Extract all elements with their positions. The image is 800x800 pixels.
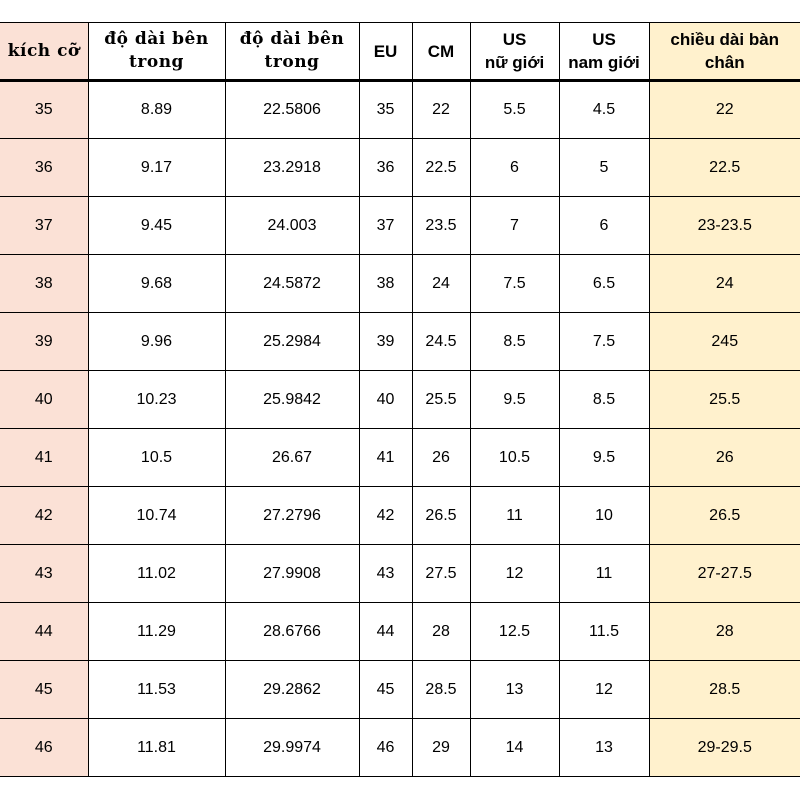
cell-foot-length: 29-29.5: [649, 719, 800, 777]
cell-size: 45: [0, 661, 88, 719]
cell-eu: 38: [359, 255, 412, 313]
cell-inner-length-cm: 25.9842: [225, 371, 359, 429]
cell-cm: 22.5: [412, 139, 470, 197]
table-row: [0, 81, 800, 139]
cell-cm: 26: [412, 429, 470, 487]
cell-us-men: 10: [559, 487, 649, 545]
table-row: [0, 255, 800, 313]
cell-eu: 42: [359, 487, 412, 545]
header-us-men-line1: US: [592, 30, 616, 49]
cell-foot-length: 245: [649, 313, 800, 371]
cell-size: 39: [0, 313, 88, 371]
cell-inner-length-inch: 8.89: [88, 81, 225, 139]
header-inner-length-2-line1: độ dài bên: [239, 29, 345, 49]
table-row: [0, 313, 800, 371]
cell-eu: 45: [359, 661, 412, 719]
cell-us-women: 13: [470, 661, 559, 719]
cell-us-men: 6: [559, 197, 649, 255]
cell-size: 36: [0, 139, 88, 197]
header-row: [0, 23, 800, 81]
cell-cm: 23.5: [412, 197, 470, 255]
cell-us-women: 9.5: [470, 371, 559, 429]
cell-cm: 28: [412, 603, 470, 661]
cell-inner-length-inch: 10.5: [88, 429, 225, 487]
cell-inner-length-inch: 9.17: [88, 139, 225, 197]
header-us-women-line1: US: [502, 30, 527, 49]
cell-inner-length-inch: 9.68: [88, 255, 225, 313]
cell-cm: 25.5: [412, 371, 470, 429]
cell-inner-length-inch: 11.29: [88, 603, 225, 661]
cell-size: 46: [0, 719, 88, 777]
cell-size: 35: [0, 81, 88, 139]
cell-foot-length: 27-27.5: [649, 545, 800, 603]
header-us-women: [470, 23, 559, 81]
header-us-men: [559, 23, 649, 81]
table-row: [0, 487, 800, 545]
cell-inner-length-cm: 29.2862: [225, 661, 359, 719]
cell-size: 37: [0, 197, 88, 255]
cell-us-women: 12.5: [470, 603, 559, 661]
cell-inner-length-cm: 22.5806: [225, 81, 359, 139]
shoe-size-table: [0, 22, 800, 777]
header-foot-length-line1: chiều dài bàn: [670, 30, 780, 49]
cell-inner-length-cm: 24.5872: [225, 255, 359, 313]
cell-foot-length: 22.5: [649, 139, 800, 197]
cell-inner-length-cm: 24.003: [225, 197, 359, 255]
cell-inner-length-cm: 26.67: [225, 429, 359, 487]
header-foot-length-line2: chân: [704, 53, 745, 72]
cell-foot-length: 25.5: [649, 371, 800, 429]
cell-inner-length-cm: 28.6766: [225, 603, 359, 661]
cell-inner-length-cm: 27.9908: [225, 545, 359, 603]
table-row: [0, 661, 800, 719]
cell-eu: 43: [359, 545, 412, 603]
cell-size: 44: [0, 603, 88, 661]
table-row: [0, 139, 800, 197]
cell-cm: 22: [412, 81, 470, 139]
table-row: [0, 603, 800, 661]
cell-inner-length-inch: 11.81: [88, 719, 225, 777]
cell-foot-length: 28.5: [649, 661, 800, 719]
cell-eu: 39: [359, 313, 412, 371]
cell-inner-length-cm: 23.2918: [225, 139, 359, 197]
cell-foot-length: 22: [649, 81, 800, 139]
cell-inner-length-cm: 27.2796: [225, 487, 359, 545]
cell-size: 43: [0, 545, 88, 603]
cell-inner-length-inch: 11.53: [88, 661, 225, 719]
cell-cm: 24: [412, 255, 470, 313]
cell-us-women: 7: [470, 197, 559, 255]
cell-eu: 41: [359, 429, 412, 487]
cell-cm: 28.5: [412, 661, 470, 719]
cell-cm: 29: [412, 719, 470, 777]
cell-inner-length-inch: 9.45: [88, 197, 225, 255]
cell-eu: 37: [359, 197, 412, 255]
cell-eu: 40: [359, 371, 412, 429]
cell-inner-length-cm: 25.2984: [225, 313, 359, 371]
cell-foot-length: 26: [649, 429, 800, 487]
cell-eu: 46: [359, 719, 412, 777]
header-cm: CM: [412, 23, 470, 81]
cell-size: 40: [0, 371, 88, 429]
cell-inner-length-inch: 10.74: [88, 487, 225, 545]
header-inner-length-1: [88, 23, 225, 81]
cell-size: 38: [0, 255, 88, 313]
cell-us-women: 12: [470, 545, 559, 603]
cell-size: 41: [0, 429, 88, 487]
cell-eu: 36: [359, 139, 412, 197]
cell-us-women: 10.5: [470, 429, 559, 487]
cell-cm: 26.5: [412, 487, 470, 545]
cell-cm: 27.5: [412, 545, 470, 603]
header-inner-length-1-line1: độ dài bên: [104, 29, 209, 49]
header-us-men-line2: nam giới: [568, 53, 640, 72]
cell-foot-length: 26.5: [649, 487, 800, 545]
cell-inner-length-inch: 10.23: [88, 371, 225, 429]
cell-us-men: 6.5: [559, 255, 649, 313]
table-row: [0, 429, 800, 487]
cell-us-women: 14: [470, 719, 559, 777]
cell-us-men: 9.5: [559, 429, 649, 487]
table-row: [0, 719, 800, 777]
header-inner-length-2: [225, 23, 359, 81]
cell-foot-length: 28: [649, 603, 800, 661]
table-row: [0, 197, 800, 255]
cell-us-women: 11: [470, 487, 559, 545]
cell-us-women: 8.5: [470, 313, 559, 371]
header-eu: EU: [359, 23, 412, 81]
cell-inner-length-inch: 9.96: [88, 313, 225, 371]
cell-inner-length-cm: 29.9974: [225, 719, 359, 777]
cell-us-women: 6: [470, 139, 559, 197]
cell-cm: 24.5: [412, 313, 470, 371]
header-inner-length-1-line2: trong: [129, 52, 184, 72]
cell-us-women: 7.5: [470, 255, 559, 313]
cell-us-men: 11: [559, 545, 649, 603]
header-size: kích cỡ: [0, 23, 88, 81]
cell-foot-length: 24: [649, 255, 800, 313]
cell-us-men: 13: [559, 719, 649, 777]
cell-foot-length: 23-23.5: [649, 197, 800, 255]
cell-us-men: 7.5: [559, 313, 649, 371]
cell-eu: 35: [359, 81, 412, 139]
cell-us-men: 12: [559, 661, 649, 719]
cell-size: 42: [0, 487, 88, 545]
cell-us-men: 5: [559, 139, 649, 197]
header-foot-length: [649, 23, 800, 81]
cell-us-men: 8.5: [559, 371, 649, 429]
cell-us-men: 11.5: [559, 603, 649, 661]
header-inner-length-2-line2: trong: [264, 52, 320, 72]
table-body: [0, 81, 800, 777]
cell-us-women: 5.5: [470, 81, 559, 139]
header-us-women-line2: nữ giới: [484, 53, 545, 72]
cell-eu: 44: [359, 603, 412, 661]
cell-us-men: 4.5: [559, 81, 649, 139]
cell-inner-length-inch: 11.02: [88, 545, 225, 603]
table-row: [0, 371, 800, 429]
table-row: [0, 545, 800, 603]
